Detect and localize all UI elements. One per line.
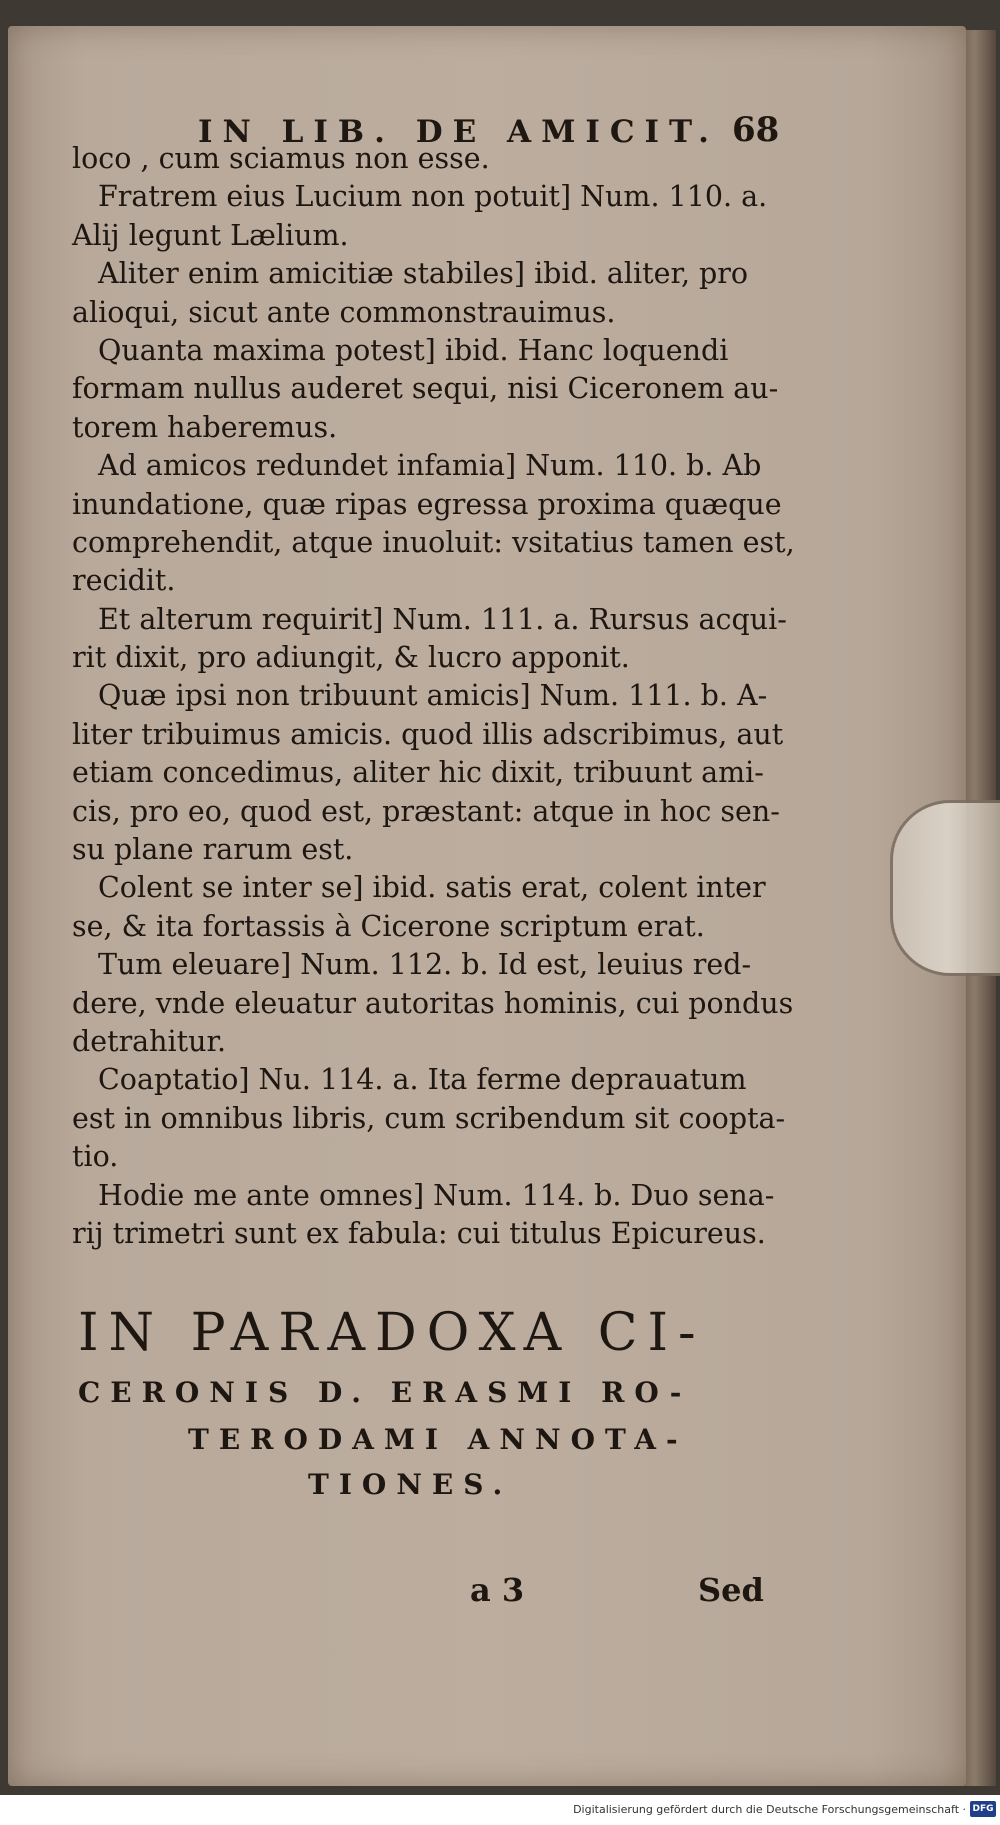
text-line: recidit. <box>72 564 176 598</box>
text-line: Et alterum requirit] Num. 111. a. Rursus acqui- <box>98 602 787 636</box>
credit-bar <box>0 1795 1000 1825</box>
heading-line-4: TIONES. <box>308 1468 513 1501</box>
text-line: Colent se inter se] ibid. satis erat, colent inter <box>98 871 766 905</box>
text-line: liter tribuimus amicis. quod illis adscribimus, aut <box>72 717 784 751</box>
text-line: torem haberemus. <box>72 410 338 444</box>
text-line: Quæ ipsi non tribuunt amicis] Num. 111. b. A- <box>98 679 768 713</box>
heading-line-1: IN PARADOXA CI- <box>78 1303 706 1363</box>
text-line: detrahitur. <box>72 1024 227 1058</box>
signature-mark: a 3 <box>470 1571 525 1609</box>
text-line: cis, pro eo, quod est, præstant: atque in hoc sen- <box>72 794 780 828</box>
heading-line-2: CERONIS D. ERASMI RO- <box>78 1376 692 1409</box>
text-line: est in omnibus libris, cum scribendum sit coopta- <box>72 1101 786 1135</box>
text-line: Coaptatio] Nu. 114. a. Ita ferme deprauatum <box>98 1063 747 1097</box>
running-head: IN LIB. DE AMICIT. <box>198 114 719 150</box>
dfg-logo-icon: DFG <box>970 1801 996 1817</box>
annotation-text <box>72 140 802 1253</box>
text-line: dere, vnde eleuatur autoritas hominis, cui pondus <box>72 986 794 1020</box>
text-line: rij trimetri sunt ex fabula: cui titulus Epicureus. <box>72 1216 766 1250</box>
text-line: Hodie me ante omnes] Num. 114. b. Duo sena- <box>98 1178 775 1212</box>
text-line: se, & ita fortassis à Cicerone scriptum erat. <box>72 909 705 943</box>
heading-line-3: TERODAMI ANNOTA- <box>188 1423 688 1456</box>
book-page <box>8 26 966 1786</box>
text-line: inundatione, quæ ripas egressa proxima quæque <box>72 487 782 521</box>
text-line: etiam concedimus, aliter hic dixit, tribuunt ami- <box>72 756 764 790</box>
text-line: formam nullus auderet sequi, nisi Ciceronem au- <box>72 372 779 406</box>
text-line: Ad amicos redundet infamia] Num. 110. b. Ab <box>98 449 762 483</box>
text-line: Alij legunt Lælium. <box>72 218 349 252</box>
book-clasp <box>890 800 1000 976</box>
text-line: su plane rarum est. <box>72 833 354 867</box>
catchword: Sed <box>698 1571 764 1609</box>
page-number: 68 <box>732 110 780 150</box>
text-line: tio. <box>72 1140 119 1174</box>
text-line: Aliter enim amicitiæ stabiles] ibid. aliter, pro <box>98 257 749 291</box>
text-line: alioqui, sicut ante commonstrauimus. <box>72 295 616 329</box>
text-line: Tum eleuare] Num. 112. b. Id est, leuius red- <box>98 948 752 982</box>
text-line: rit dixit, pro adiungit, & lucro apponit. <box>72 641 630 675</box>
text-line: comprehendit, atque inuoluit: vsitatius tamen est, <box>72 525 795 559</box>
text-line: Quanta maxima potest] ibid. Hanc loquendi <box>98 333 729 367</box>
text-line: Fratrem eius Lucium non potuit] Num. 110. a. <box>98 180 768 214</box>
text-line: loco , cum sciamus non esse. <box>72 142 490 175</box>
section-heading <box>78 1300 808 1510</box>
credit-text: Digitalisierung gefördert durch die Deutsche Forschungsgemeinschaft · <box>573 1803 966 1816</box>
